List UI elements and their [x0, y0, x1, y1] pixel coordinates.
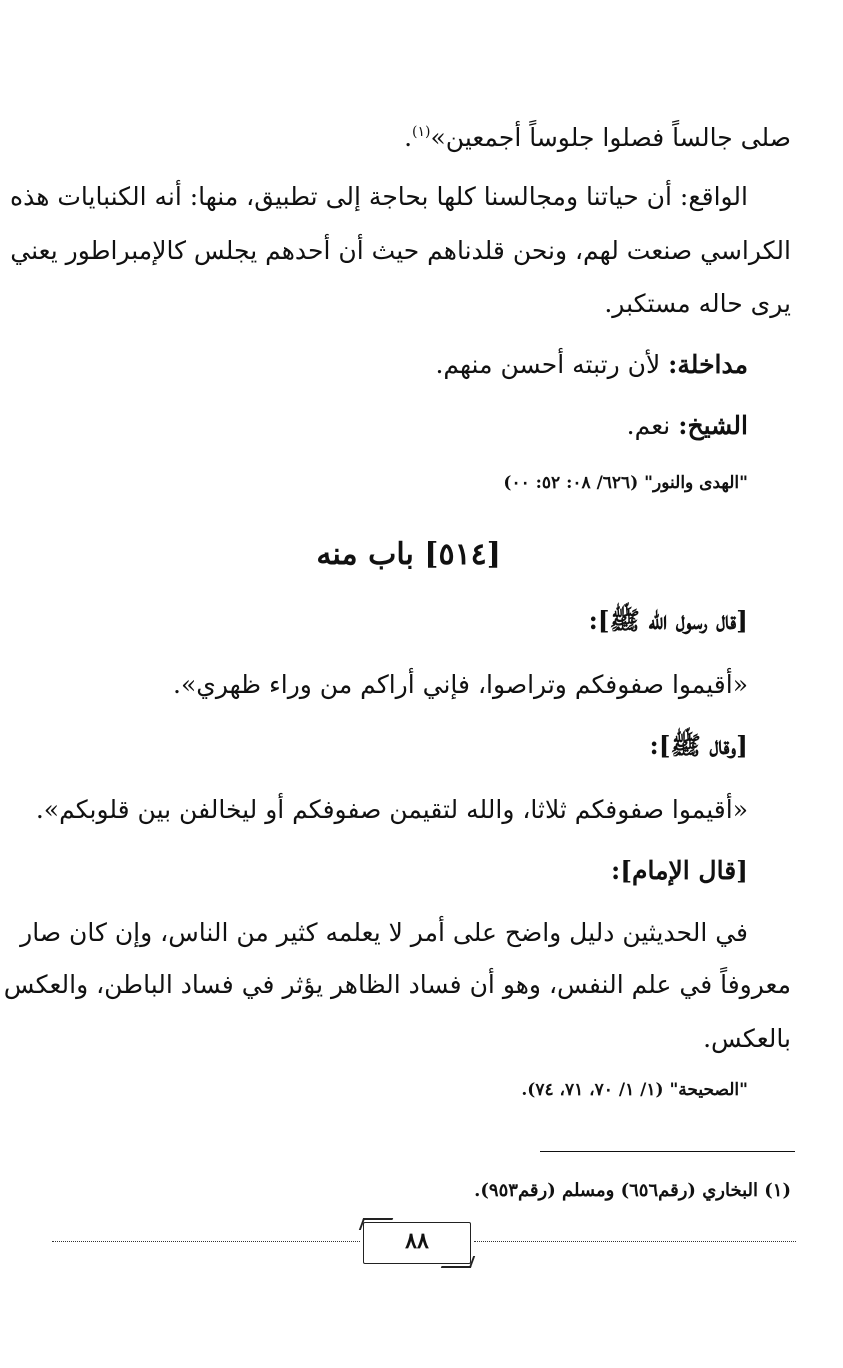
hadith-ending: صلى جالساً فصلوا جلوساً أجمعين»	[430, 123, 791, 152]
text-line-7: [قال رسول الله ﷺ]:	[588, 606, 748, 635]
interjection-text: لأن رتبته أحسن منهم.	[435, 350, 661, 379]
text-line-4: يرى حاله مستكبر.	[604, 289, 791, 318]
footnote-divider	[540, 1151, 795, 1152]
text-line-12: في الحديثين دليل واضح على أمر لا يعلمه كثير من الناس، وإن كان صار	[20, 918, 748, 947]
page-number-frame	[363, 1222, 471, 1264]
text-line-9: [وقال ﷺ]:	[649, 731, 748, 760]
text-line-5	[435, 348, 748, 382]
text-line-11: [قال الإمام]:	[610, 856, 748, 885]
chapter-heading: [٥١٤] باب منه	[316, 537, 501, 572]
text-line-6	[627, 409, 748, 443]
footnote: (١) البخاري (رقم٦٥٦) ومسلم (رقم٩٥٣).	[474, 1180, 791, 1201]
source-reference-1: "الهدى والنور" (٦٢٦/ ٠٨: ٥٢: ٠٠)	[503, 473, 748, 493]
interjection-label: مداخلة:	[668, 350, 748, 379]
footer-dotted-line-right	[474, 1241, 796, 1242]
text-line-1	[404, 115, 791, 155]
text-line-8: «أقيموا صفوفكم وتراصوا، فإني أراكم من وراء ظهري».	[173, 670, 748, 699]
footer-dotted-line-left	[52, 1241, 360, 1242]
sheikh-text: نعم.	[626, 411, 671, 440]
text-line-14: بالعكس.	[703, 1024, 791, 1053]
page-number: ٨٨	[405, 1228, 429, 1254]
text-line-13: معروفاً في علم النفس، وهو أن فساد الظاهر يؤثر في فساد الباطن، والعكس	[3, 970, 791, 999]
period: .	[404, 123, 413, 152]
text-line-10: «أقيموا صفوفكم ثلاثا، والله لتقيمن صفوفكم أو ليخالفن بين قلوبكم».	[35, 795, 748, 824]
footnote-marker: (١)	[412, 124, 431, 140]
sheikh-label: الشيخ:	[678, 411, 748, 440]
text-line-3: الكراسي صنعت لهم، ونحن قلدناهم حيث أن أحدهم يجلس كالإمبراطور يعني	[10, 236, 791, 265]
text-line-2: الواقع: أن حياتنا ومجالسنا كلها بحاجة إلى تطبيق، منها: أنه الكنبايات هذه	[9, 182, 748, 211]
source-reference-2: "الصحيحة" (١/ ١/ ٧٠، ٧١، ٧٤).	[521, 1080, 748, 1100]
